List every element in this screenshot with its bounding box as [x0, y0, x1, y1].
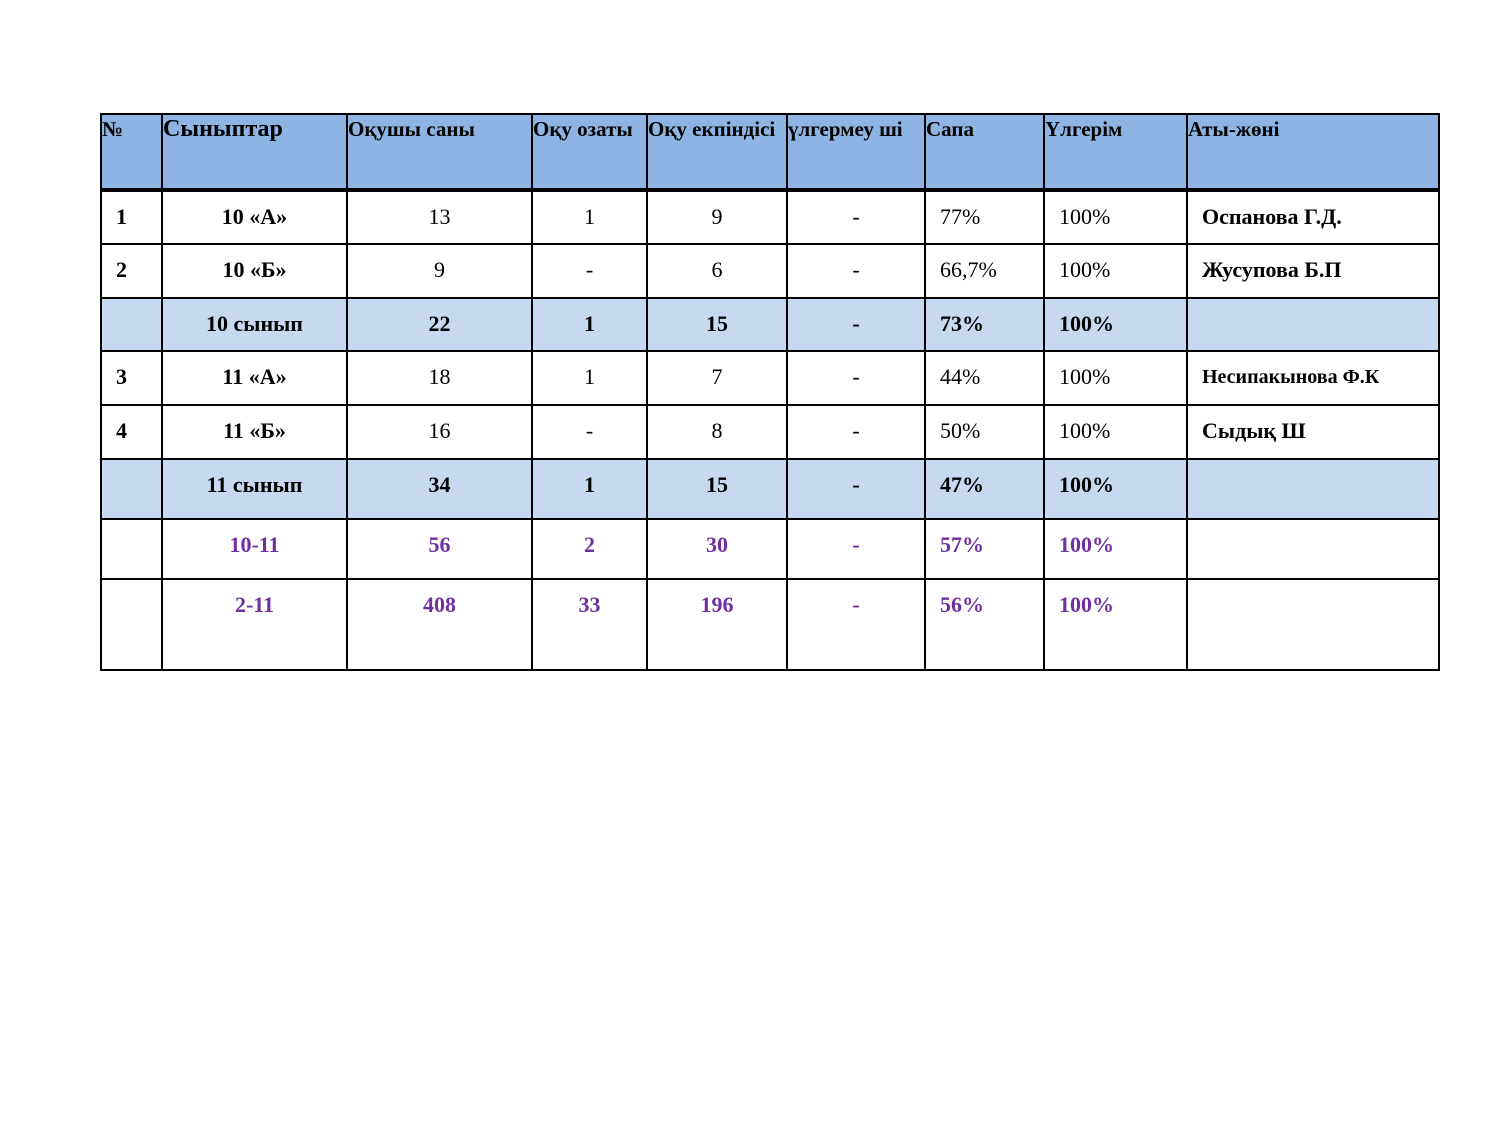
cell-class: 2-11: [162, 579, 347, 670]
cell-progress: 100%: [1044, 405, 1187, 459]
subtotal-row: [101, 298, 1439, 351]
header-cell-excellent: Оқу озаты: [532, 114, 647, 190]
cell-good: 196: [647, 579, 787, 670]
cell-students: 9: [347, 244, 532, 298]
cell-good: 6: [647, 244, 787, 298]
cell-class: 11 «А»: [162, 351, 347, 405]
cell-good: 15: [647, 459, 787, 519]
header-cell-classes: Сыныптар: [162, 114, 347, 190]
header-cell-good: Оқу екпіндісі: [647, 114, 787, 190]
cell-good: 30: [647, 519, 787, 579]
cell-failing: -: [787, 405, 925, 459]
cell-students: 16: [347, 405, 532, 459]
cell-excellent: 1: [532, 190, 647, 244]
header-cell-quality: Сапа: [925, 114, 1044, 190]
cell-failing: -: [787, 519, 925, 579]
cell-students: 408: [347, 579, 532, 670]
cell-number: [101, 519, 162, 579]
cell-excellent: 1: [532, 351, 647, 405]
cell-teacher-name: Сыдық Ш: [1187, 405, 1439, 459]
cell-good: 7: [647, 351, 787, 405]
header-cell-number: №: [101, 114, 162, 190]
cell-class: 11 «Б»: [162, 405, 347, 459]
cell-quality: 77%: [925, 190, 1044, 244]
cell-failing: -: [787, 190, 925, 244]
header-cell-teacher-name: Аты-жөні: [1187, 114, 1439, 190]
cell-excellent: 2: [532, 519, 647, 579]
cell-number: 4: [101, 405, 162, 459]
cell-good: 9: [647, 190, 787, 244]
cell-students: 34: [347, 459, 532, 519]
cell-number: [101, 459, 162, 519]
cell-class: 10 сынып: [162, 298, 347, 351]
cell-progress: 100%: [1044, 351, 1187, 405]
cell-failing: -: [787, 459, 925, 519]
cell-number: 2: [101, 244, 162, 298]
header-cell-progress: Үлгерім: [1044, 114, 1187, 190]
cell-class: 10 «Б»: [162, 244, 347, 298]
grand-total-row: [101, 579, 1439, 670]
total-row: [101, 519, 1439, 579]
cell-teacher-name: Несипакынова Ф.К: [1187, 351, 1439, 405]
cell-excellent: 33: [532, 579, 647, 670]
cell-progress: 100%: [1044, 459, 1187, 519]
cell-excellent: 1: [532, 459, 647, 519]
cell-quality: 44%: [925, 351, 1044, 405]
cell-quality: 57%: [925, 519, 1044, 579]
cell-excellent: -: [532, 244, 647, 298]
cell-failing: -: [787, 351, 925, 405]
cell-students: 22: [347, 298, 532, 351]
cell-progress: 100%: [1044, 298, 1187, 351]
cell-progress: 100%: [1044, 519, 1187, 579]
cell-teacher-name: [1187, 519, 1439, 579]
cell-failing: -: [787, 298, 925, 351]
cell-class: 10 «А»: [162, 190, 347, 244]
cell-students: 18: [347, 351, 532, 405]
cell-good: 8: [647, 405, 787, 459]
cell-quality: 47%: [925, 459, 1044, 519]
cell-failing: -: [787, 579, 925, 670]
cell-class: 10-11: [162, 519, 347, 579]
cell-students: 56: [347, 519, 532, 579]
cell-number: 1: [101, 190, 162, 244]
cell-teacher-name: [1187, 459, 1439, 519]
header-cell-students: Оқушы саны: [347, 114, 532, 190]
cell-number: 3: [101, 351, 162, 405]
cell-teacher-name: [1187, 298, 1439, 351]
table-row: [101, 244, 1439, 298]
table-row: [101, 190, 1439, 244]
cell-quality: 56%: [925, 579, 1044, 670]
cell-progress: 100%: [1044, 190, 1187, 244]
cell-progress: 100%: [1044, 244, 1187, 298]
cell-teacher-name: Жусупова Б.П: [1187, 244, 1439, 298]
cell-number: [101, 579, 162, 670]
cell-teacher-name: Оспанова Г.Д.: [1187, 190, 1439, 244]
subtotal-row: [101, 459, 1439, 519]
cell-number: [101, 298, 162, 351]
cell-quality: 73%: [925, 298, 1044, 351]
cell-progress: 100%: [1044, 579, 1187, 670]
results-table: [100, 113, 1440, 671]
cell-teacher-name: [1187, 579, 1439, 670]
cell-students: 13: [347, 190, 532, 244]
cell-failing: -: [787, 244, 925, 298]
table-header-row: [101, 114, 1439, 190]
table-row: [101, 351, 1439, 405]
cell-quality: 66,7%: [925, 244, 1044, 298]
cell-excellent: 1: [532, 298, 647, 351]
cell-quality: 50%: [925, 405, 1044, 459]
cell-excellent: -: [532, 405, 647, 459]
table-row: [101, 405, 1439, 459]
cell-class: 11 сынып: [162, 459, 347, 519]
cell-good: 15: [647, 298, 787, 351]
header-cell-failing: үлгермеу ші: [787, 114, 925, 190]
